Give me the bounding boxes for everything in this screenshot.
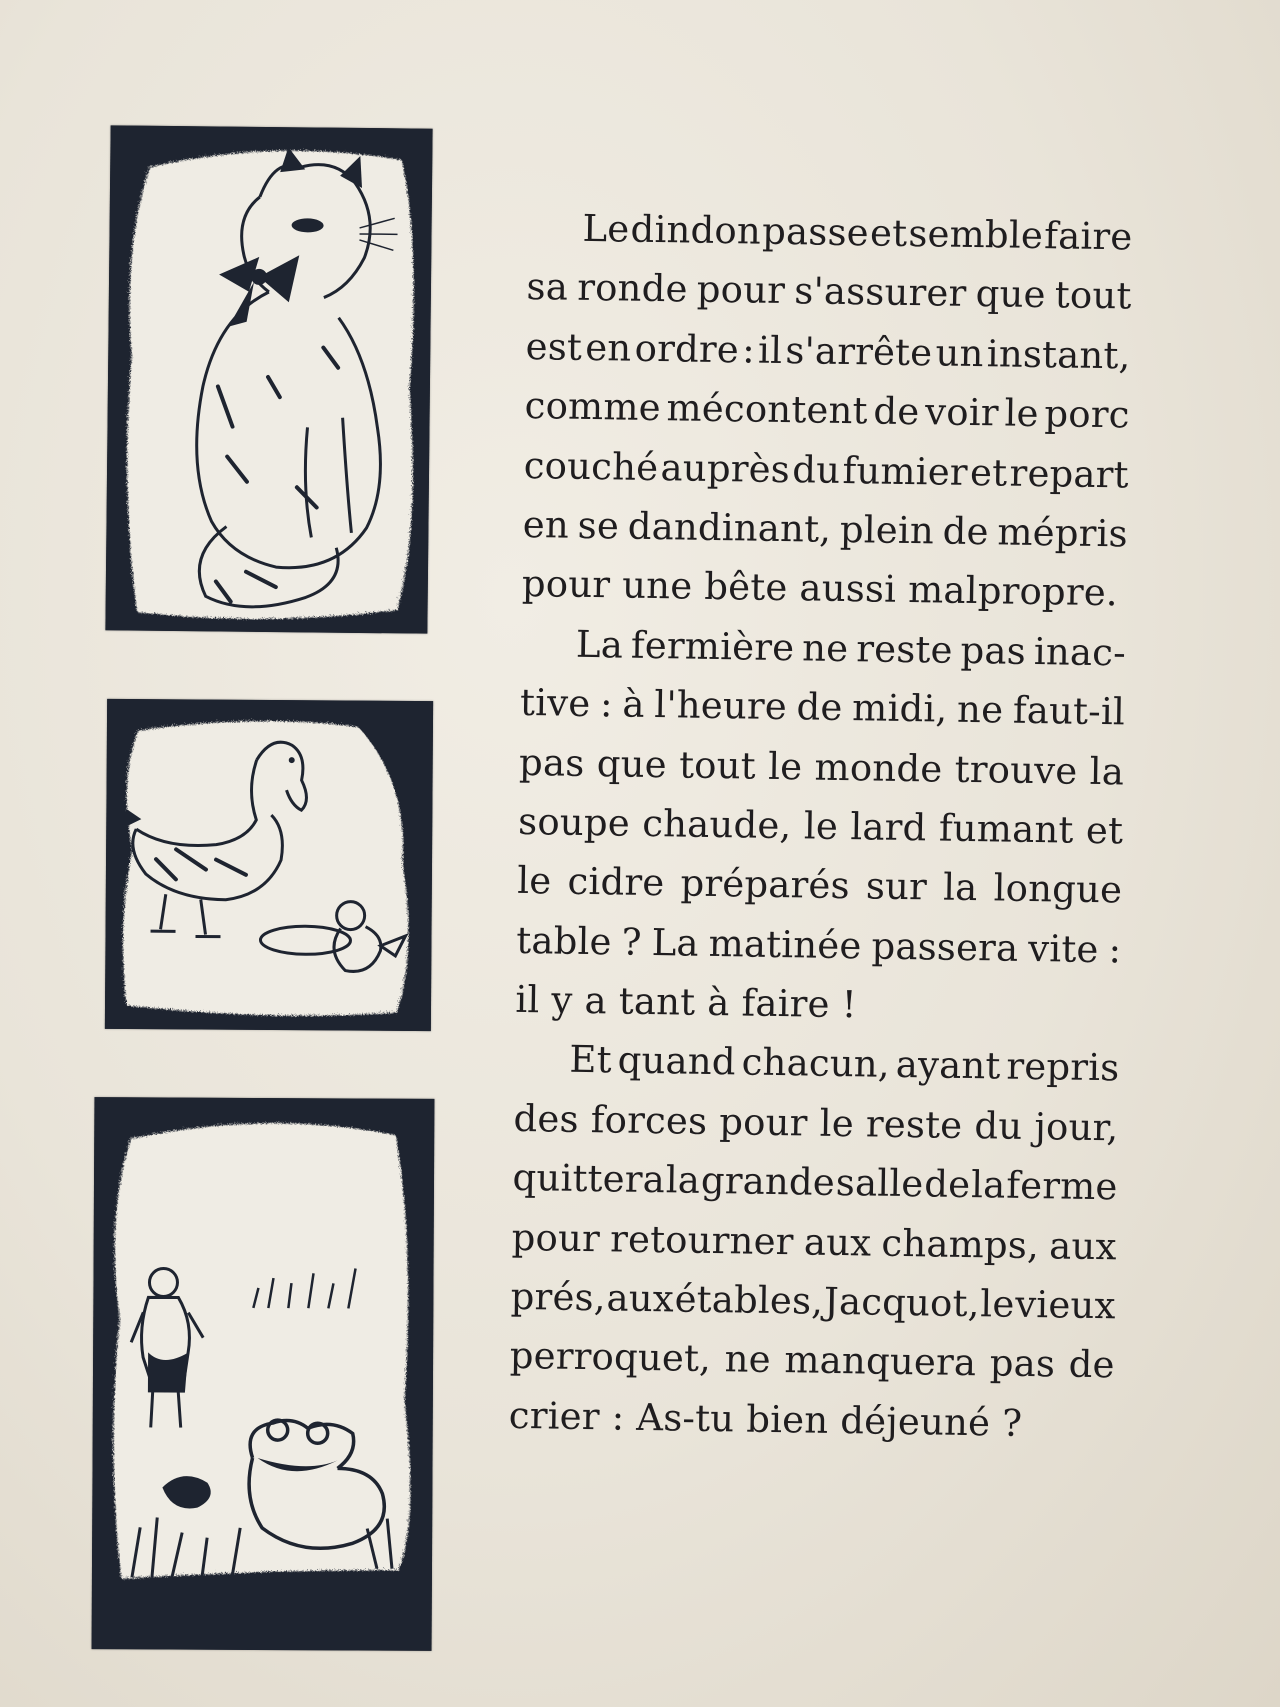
word: prés, xyxy=(510,1274,607,1320)
word: mécontent xyxy=(666,386,868,433)
word: la xyxy=(942,865,978,910)
word: perroquet, xyxy=(509,1334,712,1381)
text-line xyxy=(519,732,1125,801)
word: ! xyxy=(841,983,858,1027)
word: mépris xyxy=(997,510,1129,556)
word: s'arrête xyxy=(785,328,933,375)
word: champs, xyxy=(881,1221,1040,1267)
word: chaude, xyxy=(641,801,792,848)
word: midi, xyxy=(851,686,948,731)
word: ferme xyxy=(1005,1163,1118,1209)
text-line xyxy=(521,554,1127,623)
word: du xyxy=(791,447,841,492)
word: pour xyxy=(696,268,786,313)
word: Et xyxy=(569,1038,613,1082)
word: le xyxy=(516,859,552,903)
word: ne xyxy=(801,626,849,670)
word: que xyxy=(596,741,668,786)
word: dindon xyxy=(630,207,762,253)
frog-illustration xyxy=(92,1097,435,1651)
word: lard xyxy=(850,805,927,850)
word: As-tu xyxy=(636,1395,735,1441)
word: instant, xyxy=(986,332,1131,378)
word: aux xyxy=(606,1276,675,1321)
word: y xyxy=(551,978,573,1022)
word: pour xyxy=(521,562,611,607)
paragraph-1 xyxy=(521,198,1132,623)
word: crier xyxy=(508,1393,601,1439)
word: trouve xyxy=(954,747,1078,793)
word: reste xyxy=(865,1102,963,1147)
paragraph-3 xyxy=(508,1029,1119,1454)
word: une xyxy=(621,563,693,608)
text-line xyxy=(527,198,1133,267)
word: en xyxy=(522,502,570,547)
word: salle xyxy=(835,1161,924,1206)
word: l'heure xyxy=(654,683,788,729)
word: fumier xyxy=(842,448,969,494)
word: étables, xyxy=(674,1277,824,1323)
word: aux xyxy=(803,1220,872,1265)
text-line xyxy=(516,911,1122,980)
word: le xyxy=(803,804,839,848)
text-line xyxy=(513,1089,1119,1158)
word: et xyxy=(869,211,908,255)
word: cidre xyxy=(567,860,665,905)
text-line xyxy=(514,1029,1120,1098)
word: est xyxy=(525,324,583,369)
word: se xyxy=(577,503,620,548)
word: bête xyxy=(704,565,788,610)
word: pour xyxy=(719,1099,808,1145)
word: aussi xyxy=(799,566,897,612)
text-line xyxy=(518,792,1124,861)
word: s'assurer xyxy=(793,269,967,316)
word: pas xyxy=(960,628,1027,673)
word: chacun, xyxy=(741,1040,891,1087)
word: préparés xyxy=(680,861,851,908)
text-line xyxy=(521,614,1127,683)
cat-with-bow-icon xyxy=(105,125,432,633)
text-line xyxy=(523,436,1129,505)
word: déjeuné xyxy=(839,1398,991,1445)
text-line xyxy=(508,1386,1114,1455)
word: ? xyxy=(1001,1401,1023,1445)
word: à xyxy=(622,682,646,727)
word: quand xyxy=(617,1038,737,1084)
word: faire xyxy=(1043,214,1133,259)
word: ordre xyxy=(634,326,740,372)
word: le xyxy=(767,744,803,788)
word: : xyxy=(1108,927,1122,972)
paragraph-2 xyxy=(515,614,1126,1039)
word: sa xyxy=(526,265,569,310)
word: a xyxy=(584,979,608,1023)
word: passera xyxy=(871,924,1019,970)
word: voir xyxy=(924,390,1000,435)
word: que xyxy=(975,272,1046,317)
duck-and-chick-icon xyxy=(105,699,433,1031)
word: plein xyxy=(839,507,935,553)
word: de xyxy=(923,1162,971,1207)
word: du xyxy=(974,1103,1023,1148)
word: vite xyxy=(1027,926,1099,971)
word: ayant xyxy=(895,1043,1001,1088)
duck-illustration xyxy=(105,699,433,1031)
word: la xyxy=(970,1163,1006,1207)
word: bien xyxy=(745,1397,829,1442)
word: jour, xyxy=(1034,1104,1119,1150)
word: comme xyxy=(524,384,662,430)
word: vieux xyxy=(1014,1282,1116,1328)
word: fumant xyxy=(938,806,1074,852)
word: longue xyxy=(993,866,1123,912)
word: quittera xyxy=(512,1156,666,1202)
word: soupe xyxy=(517,799,631,845)
word: La xyxy=(575,622,624,667)
word: porc xyxy=(1044,392,1130,437)
word: la xyxy=(665,1158,701,1203)
word: malpropre. xyxy=(907,568,1119,615)
text-line xyxy=(520,673,1126,742)
text-line xyxy=(515,970,1121,1039)
word: il xyxy=(515,977,540,1022)
text-line xyxy=(517,851,1123,920)
story-text xyxy=(508,198,1133,1455)
text-line xyxy=(511,1208,1117,1277)
word: pas xyxy=(989,1341,1056,1386)
word: repris xyxy=(1006,1045,1120,1090)
word: ronde xyxy=(576,266,688,311)
word: retourner xyxy=(609,1217,794,1263)
word: La xyxy=(651,920,700,965)
word: faire xyxy=(741,981,831,1026)
word: matinée xyxy=(708,921,862,968)
word: à xyxy=(706,980,730,1025)
text-line xyxy=(522,495,1128,564)
word: auprès xyxy=(660,445,791,491)
word: la xyxy=(1089,749,1125,793)
word: et xyxy=(1085,808,1124,853)
word: Le xyxy=(582,206,630,251)
word: : xyxy=(599,682,614,726)
word: le xyxy=(819,1101,855,1146)
word: table xyxy=(516,918,613,964)
word: de xyxy=(942,509,990,554)
word: Jacquot, xyxy=(823,1279,980,1326)
text-line xyxy=(524,376,1130,445)
word: tout xyxy=(678,742,757,788)
word: de xyxy=(1068,1343,1116,1387)
word: fermière xyxy=(630,623,795,669)
word: semble xyxy=(908,211,1044,258)
text-line xyxy=(509,1326,1115,1395)
word: sur xyxy=(865,864,928,909)
word: ? xyxy=(621,920,643,964)
word: monde xyxy=(814,745,943,791)
word: pour xyxy=(511,1215,601,1260)
text-line xyxy=(512,1148,1118,1217)
word: ne xyxy=(724,1337,772,1382)
word: faut-il xyxy=(1012,688,1126,734)
word: le xyxy=(1004,391,1039,436)
word: de xyxy=(796,685,843,730)
word: : xyxy=(741,328,756,372)
word: en xyxy=(584,325,632,370)
word: le xyxy=(980,1282,1015,1326)
word: repart xyxy=(1009,451,1130,497)
word: inac- xyxy=(1033,629,1127,675)
text-line xyxy=(525,317,1131,386)
word: ne xyxy=(956,687,1004,732)
word: : xyxy=(611,1395,625,1439)
word: couché xyxy=(523,443,659,489)
cat-illustration xyxy=(105,125,432,633)
word: manquera xyxy=(784,1338,977,1385)
word: passe xyxy=(761,209,870,255)
word: tive xyxy=(519,681,591,726)
boy-and-frog-icon xyxy=(92,1097,435,1651)
word: et xyxy=(969,450,1008,495)
word: tant xyxy=(618,979,696,1024)
text-line xyxy=(510,1267,1116,1336)
word: forces xyxy=(590,1097,708,1143)
word: un xyxy=(935,331,984,375)
word: des xyxy=(513,1096,580,1141)
text-line xyxy=(526,257,1132,326)
word: reste xyxy=(855,626,953,672)
word: de xyxy=(873,389,920,434)
word: aux xyxy=(1048,1223,1117,1269)
word: grande xyxy=(700,1159,836,1205)
word: dandinant, xyxy=(627,504,832,551)
word: pas xyxy=(518,740,585,785)
word: il xyxy=(757,328,783,372)
word: tout xyxy=(1054,273,1132,318)
